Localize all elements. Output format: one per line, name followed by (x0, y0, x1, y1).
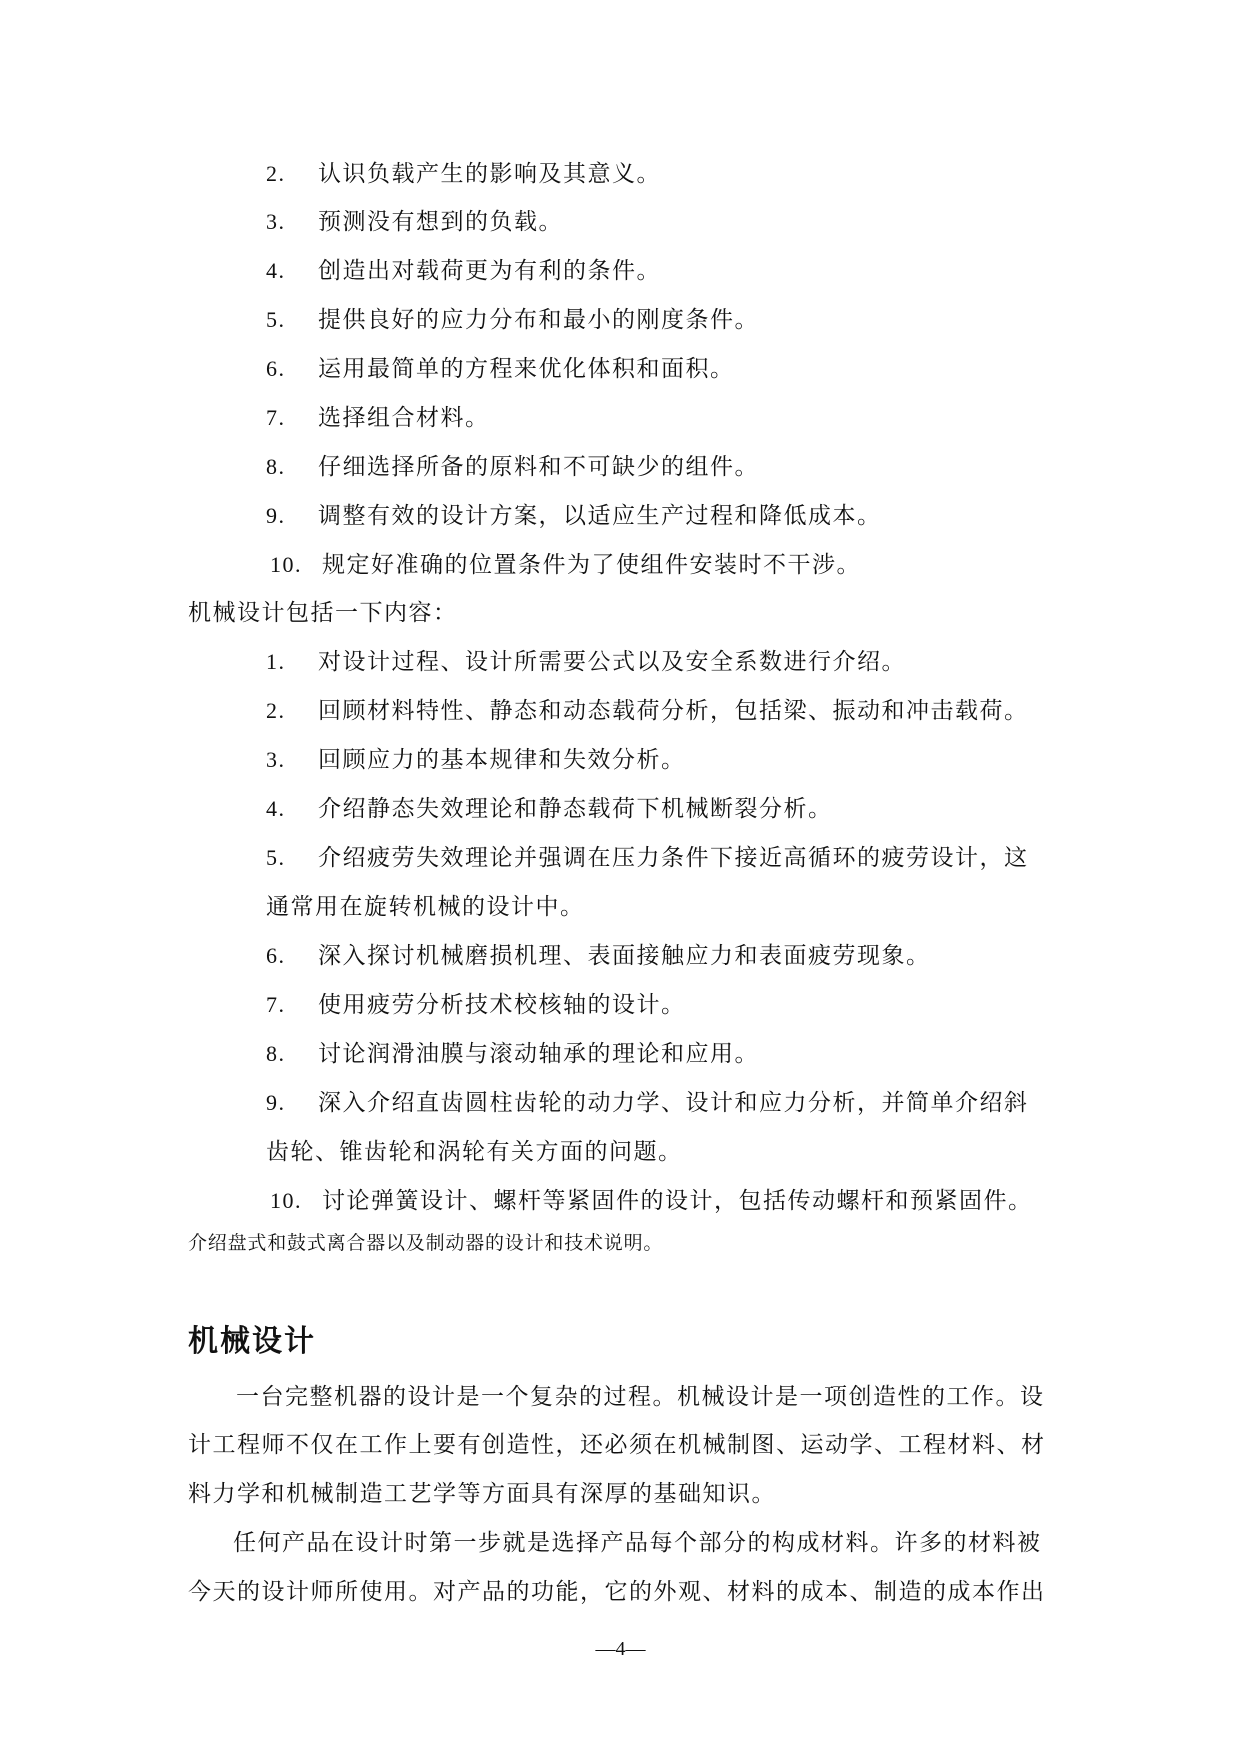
list-number: 4. (266, 258, 286, 283)
list-b-item-6 (266, 941, 931, 971)
list-number: 6. (266, 943, 286, 968)
list-a-item-2 (266, 159, 661, 189)
list-a-item-3 (266, 207, 563, 237)
list-number: 3. (266, 747, 286, 772)
paragraph-1-line-3: 料力学和机械制造工艺学等方面具有深厚的基础知识。 (188, 1481, 776, 1507)
list-text: 回顾应力的基本规律和失效分析。 (318, 747, 686, 773)
list-a-item-4 (266, 256, 661, 286)
list-a-item-10 (270, 550, 861, 580)
section-heading: 机械设计 (188, 1324, 316, 1359)
list-a-item-9 (266, 501, 882, 531)
list-text: 讨论润滑油膜与滚动轴承的理论和应用。 (318, 1041, 759, 1067)
paragraph-2-line-1: 任何产品在设计时第一步就是选择产品每个部分的构成材料。许多的材料被 (233, 1530, 1042, 1556)
list-number: 9. (266, 503, 286, 528)
list-number: 8. (266, 1041, 286, 1066)
list-b-item-3 (266, 745, 686, 775)
list-text: 运用最简单的方程来优化体积和面积。 (318, 356, 735, 382)
list-number: 8. (266, 454, 286, 479)
list-text: 预测没有想到的负载。 (318, 209, 563, 235)
list-b-item-8 (266, 1039, 759, 1069)
list-number: 7. (266, 992, 286, 1017)
list-text: 提供良好的应力分布和最小的刚度条件。 (318, 307, 759, 333)
list-number: 4. (266, 796, 286, 821)
list-number: 2. (266, 698, 286, 723)
note-line: 介绍盘式和鼓式离合器以及制动器的设计和技术说明。 (188, 1232, 664, 1254)
list-number: 1. (266, 649, 286, 674)
list-text: 使用疲劳分析技术校核轴的设计。 (318, 992, 686, 1018)
paragraph-2-line-2: 今天的设计师所使用。对产品的功能，它的外观、材料的成本、制造的成本作出 (188, 1579, 1046, 1605)
list-text: 对设计过程、设计所需要公式以及安全系数进行介绍。 (318, 649, 906, 675)
list-text: 调整有效的设计方案，以适应生产过程和降低成本。 (318, 503, 882, 529)
list-b-item-10 (270, 1186, 1033, 1216)
list-text: 选择组合材料。 (318, 405, 490, 431)
list-b-item-2 (266, 696, 1029, 726)
list-b-item-1 (266, 647, 906, 677)
list-a-item-7 (266, 403, 490, 433)
list-text: 规定好准确的位置条件为了使组件安装时不干涉。 (322, 552, 861, 578)
list-b-item-5-continuation: 通常用在旋转机械的设计中。 (266, 894, 585, 920)
paragraph-1-line-1: 一台完整机器的设计是一个复杂的过程。机械设计是一项创造性的工作。设 (236, 1384, 1045, 1410)
list-number: 2. (266, 161, 286, 186)
list-b-item-9 (266, 1088, 1029, 1118)
list-b-item-5 (266, 843, 1029, 873)
list-text: 介绍静态失效理论和静态载荷下机械断裂分析。 (318, 796, 833, 822)
page-number: —4— (595, 1638, 646, 1660)
list-b-item-4 (266, 794, 833, 824)
list-text: 回顾材料特性、静态和动态载荷分析，包括梁、振动和冲击载荷。 (318, 698, 1029, 724)
list-text: 创造出对载荷更为有利的条件。 (318, 258, 661, 284)
list-number: 9. (266, 1090, 286, 1115)
list-text: 讨论弹簧设计、螺杆等紧固件的设计，包括传动螺杆和预紧固件。 (322, 1188, 1033, 1214)
list-number: 10. (270, 552, 302, 577)
list-text: 深入介绍直齿圆柱齿轮的动力学、设计和应力分析，并简单介绍斜 (318, 1090, 1029, 1116)
list-number: 5. (266, 307, 286, 332)
list-text: 深入探讨机械磨损机理、表面接触应力和表面疲劳现象。 (318, 943, 931, 969)
list-number: 10. (270, 1188, 302, 1213)
list-b-item-9-continuation: 齿轮、锥齿轮和涡轮有关方面的问题。 (266, 1139, 683, 1165)
intro-line: 机械设计包括一下内容： (188, 600, 458, 626)
list-a-item-6 (266, 354, 735, 384)
list-text: 认识负载产生的影响及其意义。 (318, 161, 661, 187)
list-a-item-8 (266, 452, 759, 482)
list-number: 3. (266, 209, 286, 234)
list-b-item-7 (266, 990, 686, 1020)
list-text: 介绍疲劳失效理论并强调在压力条件下接近高循环的疲劳设计，这 (318, 845, 1029, 871)
list-number: 5. (266, 845, 286, 870)
list-text: 仔细选择所备的原料和不可缺少的组件。 (318, 454, 759, 480)
list-number: 6. (266, 356, 286, 381)
list-number: 7. (266, 405, 286, 430)
list-a-item-5 (266, 305, 759, 335)
paragraph-1-line-2: 计工程师不仅在工作上要有创造性，还必须在机械制图、运动学、工程材料、材 (188, 1432, 1046, 1458)
